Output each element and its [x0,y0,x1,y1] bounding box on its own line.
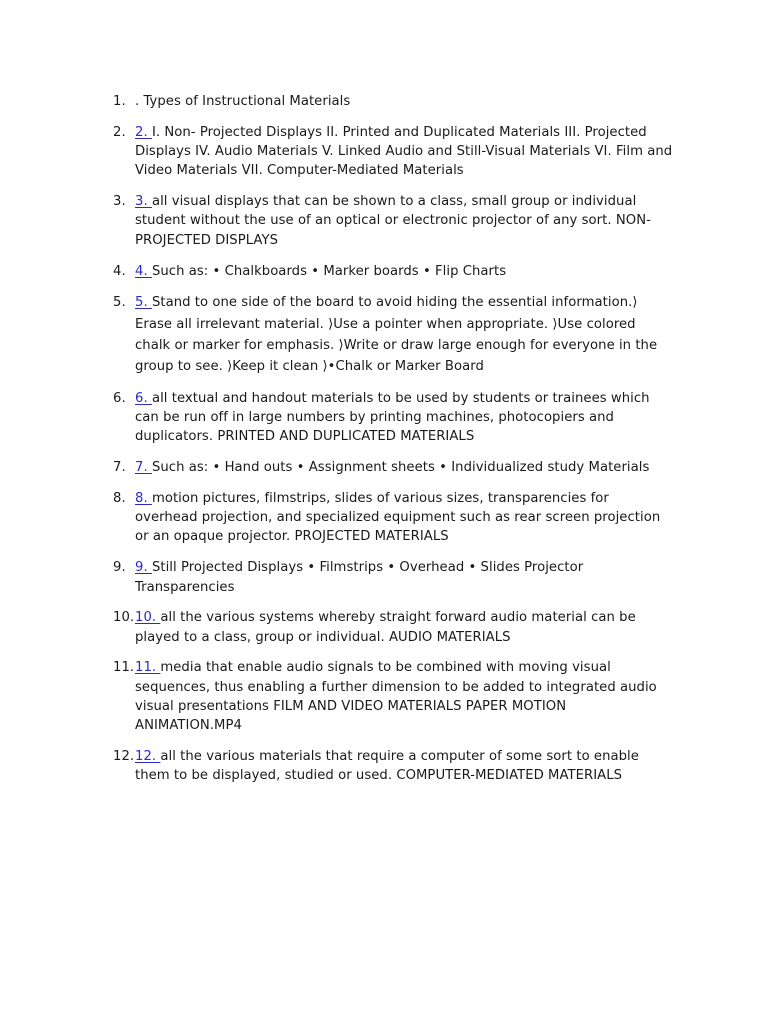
item-text: I. Non- Projected Displays II. Printed and Duplicated Materials III. Projected Displays IV. Audio Materials V. Linked Audio and Still-Visual Materials VI. Film and Video Materials VII. Computer-Mediated Materials [135,124,673,179]
list-item [113,92,673,111]
list-item [113,123,673,181]
list-item [113,389,673,447]
list-item [113,489,673,547]
item-number: 10. [113,610,135,626]
item-number: 12. [113,749,135,765]
list-item [113,192,673,250]
item-number: 9. [113,560,126,576]
item-text: . Types of Instructional Materials [135,94,351,109]
item-link[interactable]: 3. [135,194,152,210]
item-text: all visual displays that can be shown to a class, small group or individual student without the use of an optical or electronic projector of any sort. NON-PROJECTED DISPLAYS [135,194,651,248]
item-number: 5. [113,295,126,311]
item-link[interactable]: 4. [135,263,152,279]
list-item [113,658,673,735]
list-item [113,608,673,647]
item-link[interactable]: 7. [135,460,152,476]
item-number: 6. [113,390,126,406]
list-item [113,558,673,597]
item-text: Such as: • Chalkboards • Marker boards • Flip Charts [151,263,507,279]
list-item [113,747,673,786]
item-number: 2. [113,124,126,140]
item-link[interactable]: 11. [135,660,161,676]
item-link[interactable]: 2. [135,124,152,140]
item-number: 8. [113,490,126,506]
list-item [113,458,673,477]
item-text: all textual and handout materials to be used by students or trainees which can be run off in large numbers by printing machines, photocopiers and duplicators. PRINTED AND DUPLICATED MATERIALS [135,390,650,445]
item-text: motion pictures, filmstrips, slides of various sizes, transparencies for overhead projection, and specialized equipment such as rear screen projection or an opaque projector. PROJECTED MATERIALS [135,490,661,545]
item-number: 11. [113,660,135,676]
item-link[interactable]: 10. [135,610,161,626]
item-text: all the various systems whereby straight forward audio material can be played to a class, group or individual. AUDIO MATERIALS [135,610,636,645]
item-link[interactable]: 8. [135,490,152,506]
item-text: Such as: • Hand outs • Assignment sheets • Individualized study Materials [151,460,650,476]
item-text: all the various materials that require a computer of some sort to enable them to be displayed, studied or used. COMPUTER-MEDIATED MATERIALS [135,749,639,784]
numbered-list [113,92,673,797]
item-text: Stand to one side of the board to avoid hiding the essential information.⟩Erase all irrelevant material. ⟩Use a pointer when appropriate. ⟩Use colored chalk or marker for emphasis. ⟩Write or draw large enough for everyone in the group to see. ⟩Keep it clean ⟩•Chalk or Marker Board [135,295,658,374]
item-text: Still Projected Displays • Filmstrips • Overhead • Slides Projector Transparencies [135,560,584,595]
item-number: 3. [113,194,126,210]
item-link[interactable]: 5. [135,295,152,311]
item-text: media that enable audio signals to be combined with moving visual sequences, thus enabling a further dimension to be added to integrated audio visual presentations FILM AND VIDEO MATERIALS PAPER MOTION ANIMATION.MP4 [135,660,657,734]
item-link[interactable]: 12. [135,749,161,765]
item-number: 7. [113,460,126,476]
item-number: 4. [113,263,126,279]
item-link[interactable]: 6. [135,390,152,406]
item-number: 1. [113,94,126,109]
list-item [113,262,673,281]
list-item [113,292,673,377]
item-link[interactable]: 9. [135,560,152,576]
